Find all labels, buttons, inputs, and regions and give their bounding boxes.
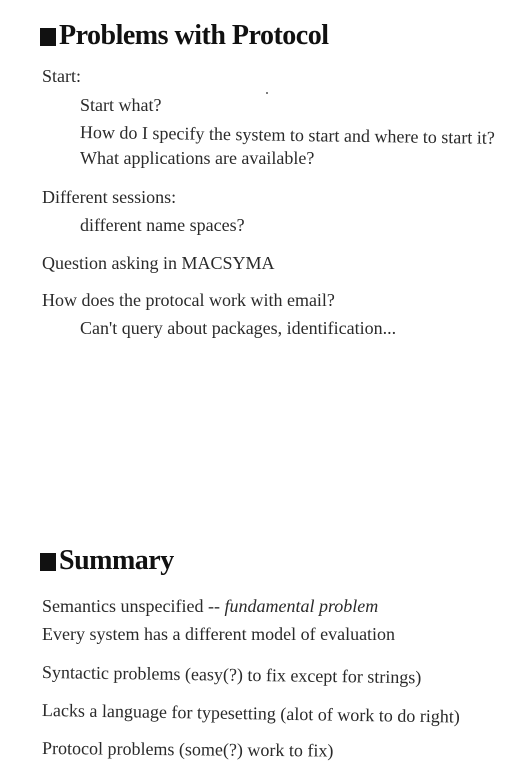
- list-item-name-spaces: different name spaces?: [80, 215, 245, 235]
- list-item-specify-system: How do I specify the system to start and where to start it?: [79, 122, 496, 148]
- summary-line-semantics: [42, 596, 378, 617]
- list-item-different-sessions: Different sessions:: [42, 187, 177, 207]
- section-heading-problems: [40, 20, 328, 52]
- summary-line-protocol: Protocol problems (some(?) work to fix): [41, 738, 334, 761]
- section-heading-summary: [40, 545, 174, 577]
- heading-text: Summary: [59, 545, 174, 576]
- scan-speck: [266, 92, 268, 94]
- list-item-macsyma: Question asking in MACSYMA: [42, 253, 275, 273]
- summary-line-evaluation: Every system has a different model of evaluation: [42, 624, 396, 644]
- square-bullet-icon: [40, 553, 56, 571]
- emphasis-text: fundamental problem: [224, 596, 379, 616]
- list-item-start: Start:: [42, 66, 81, 86]
- list-item-email-protocol: How does the protocal work with email?: [42, 290, 335, 310]
- list-item-cant-query: Can't query about packages, identification...: [80, 318, 397, 338]
- semantics-text: Semantics unspecified --: [42, 596, 225, 616]
- summary-line-typesetting: Lacks a language for typesetting (alot of work to do right): [41, 700, 461, 727]
- summary-line-syntactic: Syntactic problems (easy(?) to fix except for strings): [41, 662, 422, 688]
- list-item-start-what: Start what?: [80, 95, 162, 115]
- list-item-applications: What applications are available?: [80, 148, 315, 168]
- heading-text: Problems with Protocol: [59, 20, 329, 51]
- square-bullet-icon: [40, 28, 56, 46]
